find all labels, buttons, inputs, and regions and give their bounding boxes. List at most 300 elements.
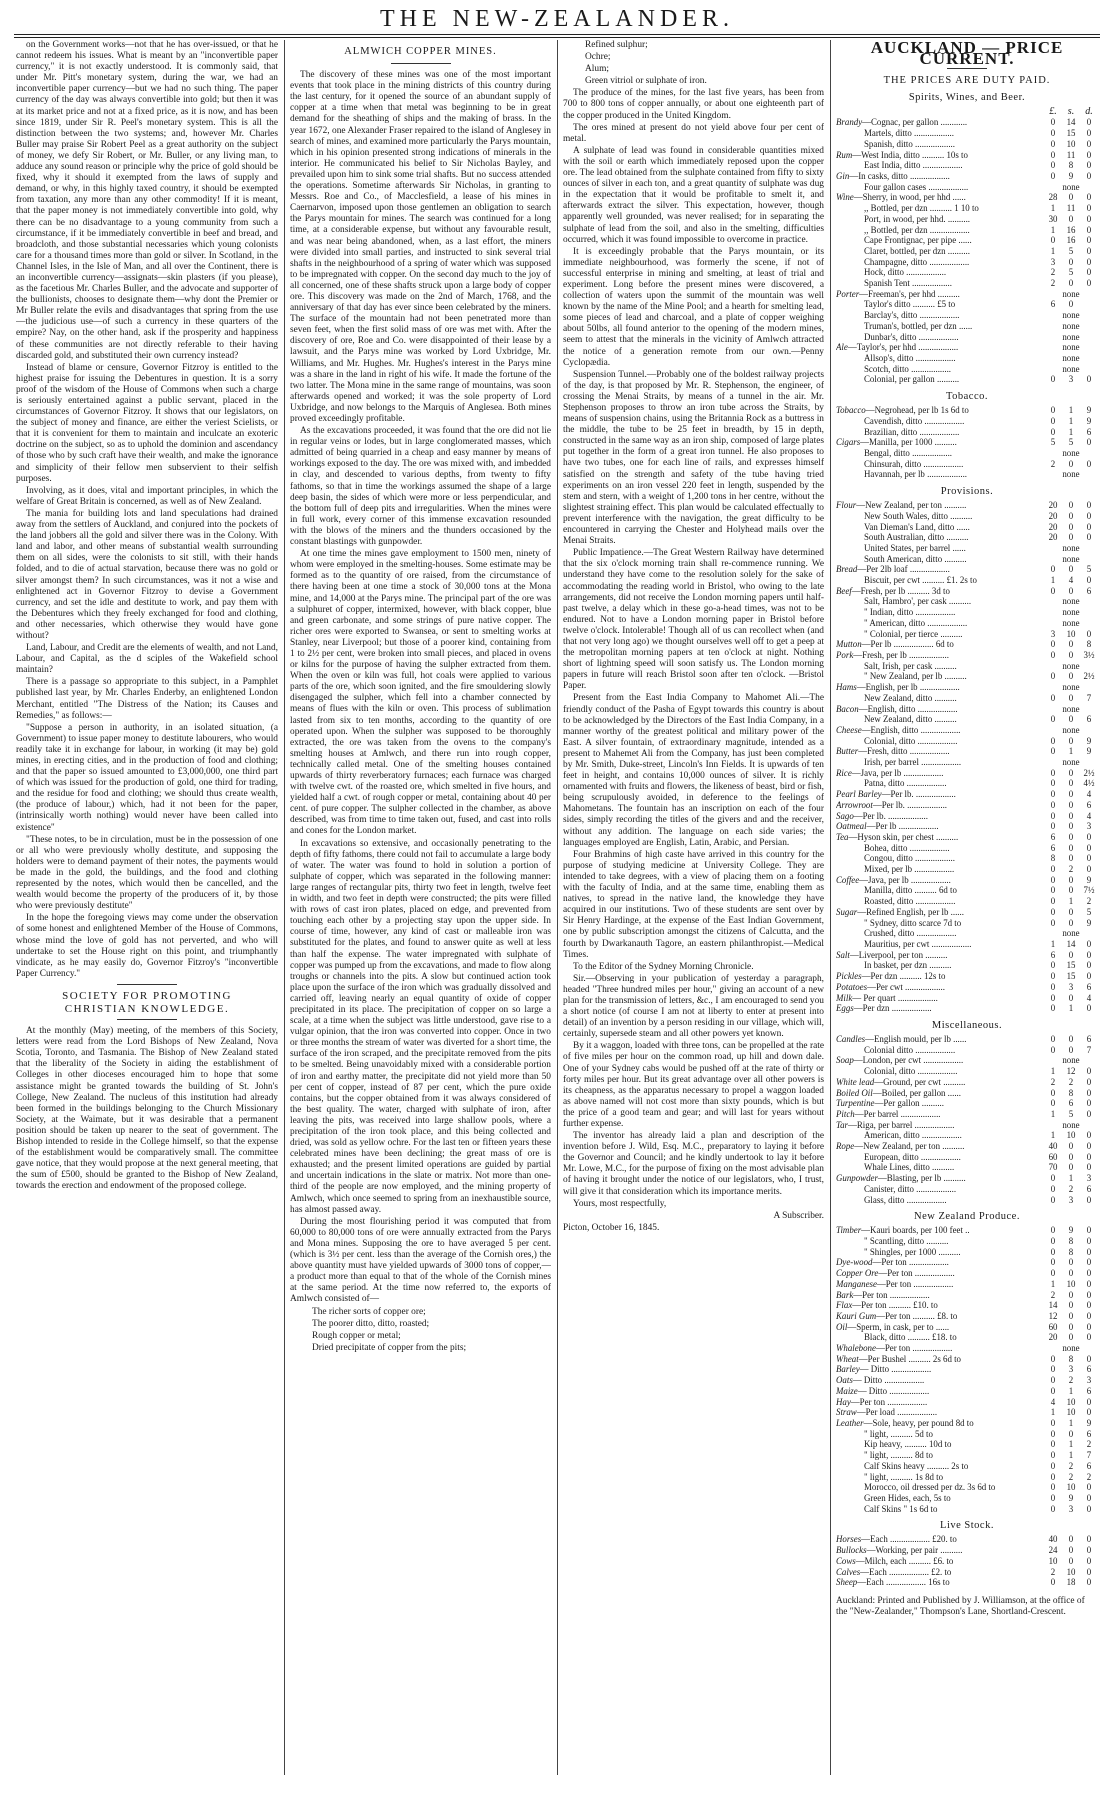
price-shillings: 11 [1066, 149, 1076, 160]
price-shillings: 3 [1068, 1194, 1074, 1205]
price-row [836, 278, 1098, 289]
price-pounds: 0 [1050, 1428, 1056, 1439]
price-pounds: 0 [1050, 1098, 1056, 1109]
paragraph: By it a waggon, loaded with three tons, can be propelled at the rate of five miles per hour on the common road, up hill and down dale. One of your Sydney cabs would be pushed off at the rate of thirty or forty miles per hour. But its great advantage over all other powers is its cheapness, as the apparatus necessary to propel a waggon loaded as above named will not cost more than sixty pounds, which is but the price of a good team and gear; and will last for years without further expense. [563, 1041, 824, 1129]
price-shillings: 0 [1068, 917, 1074, 928]
price-row [836, 586, 1098, 597]
price-pounds: 6 [1050, 299, 1056, 310]
price-item [836, 1311, 1044, 1322]
price-item [836, 907, 1044, 918]
price-item [836, 448, 1044, 459]
price-pence: 0 [1086, 138, 1092, 149]
price-pence: 0 [1086, 1076, 1092, 1087]
price-item [836, 1397, 1044, 1408]
price-item [836, 469, 1044, 480]
price-current-title: AUCKLAND — PRICE CURRENT. [870, 40, 1064, 69]
price-shillings: 9 [1068, 1492, 1074, 1503]
price-row [836, 896, 1098, 907]
price-item [836, 960, 1044, 971]
price-description: Barclay's, ditto .................. [864, 310, 960, 321]
price-none: none [1062, 469, 1080, 480]
price-description: —New Zealand, per ton .......... [854, 1141, 965, 1152]
price-row [836, 160, 1098, 171]
price-item [836, 1322, 1044, 1333]
price-pence: 0 [1086, 960, 1092, 971]
price-item [836, 982, 1044, 993]
price-pounds: 1 [1050, 938, 1056, 949]
price-item [836, 1407, 1044, 1418]
price-shillings: 0 [1068, 992, 1074, 1003]
price-description: United States, per barrel ...... [864, 542, 966, 553]
price-item [836, 1279, 1044, 1290]
price-shillings: 0 [1068, 532, 1074, 543]
price-category: Pearl Barley [836, 789, 882, 800]
price-row [836, 1407, 1098, 1418]
price-section-heading: Live Stock. [940, 1520, 994, 1532]
price-pounds: 1 [1050, 203, 1056, 214]
price-row [836, 1077, 1098, 1088]
price-item [836, 1003, 1044, 1014]
price-item [836, 1450, 1044, 1461]
price-item [836, 214, 1044, 225]
price-description: —Per ton .......... £10. to [852, 1300, 938, 1311]
price-item [836, 1472, 1044, 1483]
price-row [836, 416, 1098, 427]
price-shillings: 1 [1068, 1418, 1074, 1428]
price-none: none [1062, 352, 1080, 363]
price-item [836, 182, 1044, 193]
price-description: —Per 2lb loaf .................. [857, 564, 950, 575]
price-description: —Fresh, per lb .................. [853, 650, 949, 660]
price-row [836, 1098, 1098, 1109]
price-item [836, 1386, 1044, 1397]
price-item [836, 1577, 1044, 1588]
price-shillings: 10 [1066, 1396, 1076, 1407]
price-category: Bacon [836, 703, 859, 714]
price-shillings: 1 [1068, 415, 1074, 426]
price-category: Barley [836, 1364, 860, 1375]
price-description: " Scantling, ditto .......... [864, 1236, 949, 1247]
price-pounds: 0 [1050, 1225, 1056, 1236]
price-row [836, 768, 1098, 779]
price-row [836, 192, 1098, 203]
price-item [836, 1556, 1044, 1567]
paragraph: In the hope the foregoing views may come under the observation of some honest and enlightened Member of the House of Commons, whose mind the love of gold has not perverted, and who will undertake to set the House right on this point, and triumphantly vindicate, as he may easily do, Governor Fitzroy's "inconvertible Paper Currency." [16, 913, 278, 979]
price-item [836, 1088, 1044, 1099]
price-description: —Per cwt .................. [867, 981, 945, 992]
price-pence: 2 [1086, 1471, 1092, 1482]
price-description: " light, .......... 8d to [864, 1450, 933, 1461]
price-pence: 0 [1086, 245, 1092, 256]
price-shillings: 3 [1068, 1503, 1074, 1514]
price-pence: 6 [1086, 714, 1092, 725]
price-pence: 0 [1086, 374, 1092, 385]
price-description: European, ditto .................. [864, 1151, 961, 1162]
price-none: none [1062, 542, 1080, 553]
paragraph: During the most flourishing period it was computed that from 60,000 to 80,000 tons of ore were annually extracted from the Parys and Mona mines. Supposing the ore to have averaged 5 per cent. (which is 3½ per cent. less than the average of the Cornish ores,) the above quantity must have yielded upwards of 3000 tons of copper,—a product more than equal to that of the whole of the Cornish mines at the same period. At the time now referred to, the exports of Amlwch consisted of— [290, 1216, 551, 1305]
price-row [836, 704, 1098, 715]
price-description: Colonial ditto .................. [864, 1044, 956, 1055]
price-pounds: 0 [1050, 799, 1056, 810]
price-none: none [1062, 1119, 1080, 1130]
price-item [836, 778, 1044, 789]
price-item [836, 1152, 1044, 1163]
price-category: Tea [836, 831, 849, 842]
price-pence: 0 [1086, 842, 1092, 853]
price-pounds: 0 [1050, 1385, 1056, 1396]
price-row [836, 1034, 1098, 1045]
price-pounds: 0 [1050, 128, 1056, 139]
price-description: —West India, ditto .......... 10s to [852, 149, 968, 160]
price-row [836, 650, 1098, 661]
paragraph: Involving, as it does, vital and important principles, in which the welfare of Great Britain is concerned, as well as of New Zealand. [16, 485, 278, 507]
price-pounds: 20 [1048, 521, 1058, 532]
price-description: Cape Frontignac, per pipe ...... [864, 235, 972, 246]
price-shillings: 0 [1068, 1151, 1074, 1162]
price-category: Hams [836, 682, 857, 693]
price-pence: 5 [1086, 564, 1092, 575]
price-category: Sheep [836, 1577, 858, 1588]
price-shillings: 0 [1068, 1310, 1074, 1321]
price-item [836, 543, 1044, 554]
price-pence: 0 [1086, 437, 1092, 448]
paragraph: Present from the East India Company to Mahomet Ali.—The friendly conduct of the Pasha of Egypt towards this country is about to be acknowledged by the Directors of the East India Company, in a manner worthy of the greatest political and military power of the East. A silver fountain, of extraordinary magnitude, intended as a present to Mahemet Ali from the Company, has just been completed by Mr. Smith, Duke-street, Lincoln's Inn Fields. It is upwards of ten feet in height, and contains 10,000 ounces of silver. It is richly ornamented with fruits and flowers, the likeness of beast, bird or fish, being scrupulously avoided, in deference to the feelings of Mahometans. The fountain has an inscription on each of the four sides, simply recording the titles of the givers and and the receiver, without any addition. The language on each side varies; the languages employed are English, Latin, Arabic, and Persian. [563, 693, 824, 848]
price-pounds: 0 [1050, 714, 1056, 725]
price-item [836, 1066, 1044, 1077]
price-item [836, 1504, 1044, 1515]
price-row [836, 128, 1098, 139]
price-shillings: 10 [1066, 1482, 1076, 1493]
price-shillings: 1 [1068, 1003, 1074, 1014]
price-shillings: 2 [1068, 1471, 1074, 1482]
price-row [836, 310, 1098, 321]
price-category: Tobacco [836, 405, 866, 416]
price-item [836, 1055, 1044, 1066]
price-description: ,, Bottled, per dzn .................. [864, 224, 970, 235]
price-description: —Fresh, ditto .................. [858, 746, 950, 757]
price-pounds: 0 [1050, 160, 1056, 171]
price-category: Oats [836, 1375, 853, 1386]
price-category: Bark [836, 1289, 854, 1300]
price-shillings: 0 [1068, 192, 1074, 203]
price-description: —Refined English, per lb ...... [857, 906, 964, 917]
price-pence: 9 [1086, 735, 1092, 746]
price-item [836, 1109, 1044, 1120]
price-description: Havannah, per lb .................. [864, 469, 968, 480]
price-pounds: 0 [1050, 885, 1056, 896]
price-pence: 6 [1086, 1364, 1092, 1375]
price-shillings: 1 [1068, 1173, 1074, 1184]
price-pence: 7 [1086, 1450, 1092, 1461]
price-pounds: 0 [1050, 415, 1056, 426]
price-pounds: 40 [1048, 1141, 1058, 1152]
price-category: Whalebone [836, 1343, 876, 1354]
price-pence: 0 [1086, 128, 1092, 139]
price-pounds: 4 [1050, 1396, 1056, 1407]
price-category: Flax [836, 1300, 853, 1311]
price-description: Manilla, ditto .......... 6d to [864, 885, 957, 896]
price-item [836, 427, 1044, 438]
price-row [836, 543, 1098, 554]
price-category: Boiled Oil [836, 1087, 873, 1098]
paragraph: on the Government works—not that he has over-issued, or that he cannot redeem his issues. What is meant by an "inconvertible paper currency," it is not exactly understood. It is commonly said, that under Mr. Pitt's monetary system, during the war, we had an inconvertible paper currency—but we had no such thing. The paper currency of the day was always convertible into gold; but then it was at its market price and not at a fixed price, as it is now, and has been since 1819, under Sir R. Peel's monetary system. This is all the distinction between the two systems; and, however Mr. Charles Buller may praise Sir Robert Peel as a great authority on the subject of money, we defy Sir Robert, or Mr. Buller, or any living man, to adduce any sound reason or principle why the price of gold should be fixed, why it should it exempted from the laws of supply and demand, or why, in this highly taxed country, it should be exempted from taxation, any more than any other commodity! If it is meant, that the paper money is not immediately convertible into gold, why there can be no disadvantage to a young community from such a circumstance, if it be immediately convertible in beef and bread, and broadcloth, and those substantial necessaries which young colonists care for a thousand times more than gold or silver. In Scotland, in the Channel Isles, in the Isle of Man, and all over the Continent, there is an inconvertible currency—assignats—skin plasters (if you please), as the facetious Mr. Charles Buller, and the advocate and supporter of the bullionists, chooses to designate them—why dont the Premier or Mr Buller relate the evils and disadvantages that spring from the use—the judicious use—of such a currency in these quarters of the empire? Nay, on the other hand, ask if the prosperity and happiness of these communities are not directly referable to their having discarded gold, and substituted their own currency instead? [16, 40, 278, 361]
price-pounds: 0 [1050, 1364, 1056, 1375]
price-item [836, 117, 1044, 128]
price-pounds: 0 [1050, 821, 1056, 832]
price-pounds: 2 [1050, 1566, 1056, 1577]
price-shillings: 0 [1068, 213, 1074, 224]
price-pounds: 30 [1048, 213, 1058, 224]
price-row [836, 1450, 1098, 1461]
price-pounds: 0 [1050, 1482, 1056, 1493]
price-category: Ale [836, 342, 848, 353]
price-pence: 0 [1086, 628, 1092, 639]
masthead-rule-lower [14, 37, 1100, 38]
price-row [836, 1279, 1098, 1290]
price-pence: 0 [1086, 575, 1092, 586]
price-pence: 3 [1086, 1375, 1092, 1386]
price-row [836, 778, 1098, 789]
price-item [836, 353, 1044, 364]
headline-copper-mines: ALMWICH COPPER MINES. [344, 46, 497, 57]
price-item [836, 1141, 1044, 1152]
price-pence: 0 [1086, 532, 1092, 543]
price-item [836, 128, 1044, 139]
column-divider [284, 40, 285, 1775]
price-pounds: 0 [1050, 692, 1056, 703]
price-shillings: 14 [1066, 938, 1076, 949]
price-row [836, 459, 1098, 470]
paragraph: Land, Labour, and Credit are the elements of wealth, and not Land, Labour, and Capital, as the d sciples of the Wakefield school maintain? [16, 643, 278, 676]
price-row [836, 661, 1098, 672]
price-pounds: 1 [1050, 575, 1056, 586]
price-description: — Per quart .................. [852, 992, 938, 1003]
price-pence: 0 [1086, 1407, 1092, 1418]
paragraph: It is exceedingly probable that the Parys mountain, or its immediate neighbourhood, was formerly the scene, if not of successful enterprise in mining and smelting, at least of trial and experiment. Long before the present mines were discovered, a collection of waters upon the summit of the mountain was well known by the name of the Mine Pool; and a hearth for smelting lead, some pieces of lead and charcoal, and a plate of copper weighing about 50lbs, all found anterior to the opening of the modern mines, seem to attest that the minerals in the vicinity of Amlwch attracted the notice of a generation remote from our own.—Penny Cyclopædia. [563, 246, 824, 368]
price-pence: 0 [1086, 1003, 1092, 1014]
headline-society-2: CHRISTIAN KNOWLEDGE. [64, 1002, 230, 1015]
price-pence: 2 [1086, 896, 1092, 907]
price-row [836, 1439, 1098, 1450]
price-item [836, 575, 1044, 586]
price-item [836, 1130, 1044, 1141]
price-pence: 7 [1086, 1044, 1092, 1055]
price-item [836, 875, 1044, 886]
price-item [836, 1439, 1044, 1450]
price-current [836, 40, 1098, 1780]
paragraph: Four Brahmins of high caste have arrived in this country for the purpose of studying medicine at University College. They are intended to take degrees, with a view of placing them on a footing with the faculty of India, and at the same time, enabling them as natives, to spread in the native land, the knowledge they have acquired in our institutions. Two of these students are sent over by Sir Henry Hardinge, at the expense of the East Indian Government, one by public subscription amongst the citizens of Calcutta, and the fourth by Dwarkanauth Tagore, an eastern philanthropist.—Medical Times. [563, 849, 824, 960]
price-item [836, 725, 1044, 736]
price-row [836, 1375, 1098, 1386]
price-row [836, 1534, 1098, 1545]
price-description: Port, in wood, per hhd. .......... [864, 213, 971, 224]
price-pence: 0 [1086, 1545, 1092, 1556]
price-description: —Per ton .................. [876, 1278, 954, 1289]
price-pounds: 1 [1050, 224, 1056, 235]
price-description: " Colonial, per tierce .......... [864, 628, 963, 639]
price-pence: 9 [1086, 874, 1092, 885]
price-shillings: 0 [1068, 521, 1074, 532]
price-row [836, 235, 1098, 246]
price-row [836, 1109, 1098, 1120]
price-shillings: 15 [1066, 960, 1076, 971]
price-category: Soap [836, 1055, 854, 1066]
price-description: —Each .................. £20. to [861, 1534, 957, 1545]
price-pence: 0 [1086, 1225, 1092, 1236]
price-shillings: 0 [1068, 1034, 1074, 1044]
price-pence: 4 [1086, 992, 1092, 1003]
price-category: Cheese [836, 724, 862, 735]
masthead: THE NEW-ZEALANDER. [380, 6, 734, 32]
price-pounds: 3 [1050, 628, 1056, 639]
price-pounds: 1 [1050, 245, 1056, 256]
price-pounds: 1 [1050, 1407, 1056, 1418]
price-item [836, 1354, 1044, 1365]
price-description: " Shingles, per 1000 .......... [864, 1246, 961, 1257]
price-row [836, 1343, 1098, 1354]
price-none: none [1062, 928, 1080, 939]
price-description: —Sherry, in wood, per hhd ...... [853, 192, 966, 203]
price-description: Congou, ditto .................. [864, 853, 955, 864]
price-shillings: 0 [1068, 510, 1074, 521]
price-shillings: 1 [1068, 896, 1074, 907]
price-item [836, 564, 1044, 575]
price-shillings: 0 [1068, 1257, 1074, 1268]
price-description: " light, .......... 1s 8d to [864, 1471, 944, 1482]
price-row [836, 618, 1098, 629]
price-shillings: 16 [1066, 224, 1076, 235]
price-row [836, 629, 1098, 640]
price-item [836, 885, 1044, 896]
price-shillings: 18 [1066, 1577, 1076, 1588]
price-pounds: 0 [1050, 1353, 1056, 1364]
price-description: Bohea, ditto .................. [864, 842, 950, 853]
price-item [836, 1364, 1044, 1375]
price-shillings: 0 [1068, 585, 1074, 596]
price-description: —Each .................. 16s to [857, 1577, 950, 1588]
price-item [836, 522, 1044, 533]
price-section-heading: Spirits, Wines, and Beer. [908, 92, 1026, 104]
price-item [836, 374, 1044, 385]
price-item [836, 1375, 1044, 1386]
price-item [836, 299, 1044, 310]
price-row [836, 246, 1098, 257]
paragraph: "Suppose a person in authority, in an isolated situation, (a Government) to issue paper money to destitute labourers, who would readily take it in exchange for labour, in working (it may be) gold mines, in erecting cities, and in the production of food and clothing; and that the paper so issued amounted to £3,000,000, one third part of which was issued for the production of gold, one third for trading, and the residue for food and clothing; we should thus create wealth, (the produce of labour,) which, had it not been for the paper, (intrinsically worth nothing) would never have been called into existence" [16, 722, 278, 833]
price-item [836, 1077, 1044, 1088]
price-category: Turpentine [836, 1098, 875, 1109]
price-pence: 7 [1086, 692, 1092, 703]
price-item [836, 693, 1044, 704]
letter-dateline: Picton, October 16, 1845. [563, 1222, 660, 1233]
price-item [836, 939, 1044, 950]
price-pence: 0 [1086, 853, 1092, 864]
price-description: —Each .................. £2. to [860, 1566, 952, 1577]
price-item [836, 1418, 1044, 1429]
price-row [836, 374, 1098, 385]
price-shillings: 8 [1068, 160, 1074, 171]
price-shillings: 0 [1068, 1534, 1074, 1545]
paragraph: The inventor has already laid a plan and description of the invention before J. Wild, Esq. M.C., preparatory to laying it before the Governor and Council; and he kindly undertook to lay it before Mr. Lowe, M.C., for the purpose of fixing on the most advisable plan of having it brought under the notice of our legislators, who, I trust, will give it that consideration which its importance merits. [563, 1131, 824, 1197]
paragraph: Rough copper or metal; [312, 1330, 401, 1341]
price-shillings: 0 [1068, 1141, 1074, 1152]
price-shillings: 16 [1066, 235, 1076, 246]
price-row [836, 1567, 1098, 1578]
price-description: —Blasting, per lb .......... [877, 1173, 966, 1184]
paragraph: The richer sorts of copper ore; [312, 1306, 426, 1317]
price-pence: 2½ [1083, 767, 1095, 778]
price-item [836, 203, 1044, 214]
price-item [836, 246, 1044, 257]
price-row [836, 564, 1098, 575]
price-row [836, 1386, 1098, 1397]
price-item [836, 192, 1044, 203]
price-description: South Australian, ditto .......... [864, 532, 969, 543]
price-description: Calf Skins heavy .......... 2s to [864, 1460, 969, 1471]
price-shillings: 0 [1068, 256, 1074, 267]
price-row [836, 907, 1098, 918]
price-pence: 2 [1086, 1439, 1092, 1450]
price-shillings: 2 [1068, 1375, 1074, 1386]
paragraph: Yours, most respectfully, [573, 1198, 667, 1209]
price-item [836, 821, 1044, 832]
price-none: none [1062, 342, 1080, 353]
price-pence: 0 [1086, 1268, 1092, 1279]
price-none: none [1062, 553, 1080, 564]
price-shillings: 0 [1068, 1268, 1074, 1279]
price-row [836, 289, 1098, 300]
price-description: Colonial, ditto .................. [864, 735, 958, 746]
paragraph: Dried precipitate of copper from the pits; [312, 1342, 467, 1353]
price-pounds: 0 [1050, 138, 1056, 149]
paragraph: Alum; [585, 64, 609, 75]
price-category: Rope [836, 1141, 855, 1152]
letter-signature: A Subscriber. [773, 1210, 824, 1221]
price-item [836, 1482, 1044, 1493]
price-description: South American, ditto .......... [864, 553, 967, 564]
price-description: —Per ton .................. [878, 1268, 955, 1279]
price-pounds: 0 [1050, 1471, 1056, 1482]
price-item [836, 500, 1044, 511]
price-category: Brandy [836, 117, 863, 128]
price-row [836, 918, 1098, 929]
price-row [836, 1504, 1098, 1515]
price-shillings: 14 [1066, 117, 1076, 128]
price-pence: 0 [1086, 864, 1092, 875]
price-pounds: 3 [1050, 256, 1056, 267]
price-shillings: 0 [1068, 299, 1074, 310]
price-description: —Ground, per cwt .......... [874, 1076, 966, 1087]
price-item [836, 1300, 1044, 1311]
price-row [836, 1055, 1098, 1066]
price-item [836, 364, 1044, 375]
column-3 [563, 40, 824, 1780]
price-category: Pork [836, 650, 854, 660]
price-none: none [1062, 607, 1080, 618]
price-description: Mixed, per lb .................. [864, 864, 955, 875]
price-shillings: 1 [1068, 405, 1074, 416]
price-item [836, 682, 1044, 693]
price-pence: 6 [1086, 981, 1092, 992]
price-item [836, 278, 1044, 289]
price-category: Timber [836, 1225, 862, 1236]
price-none: none [1062, 320, 1080, 331]
price-description: —Hyson skin, per chest .......... [848, 831, 959, 842]
price-row [836, 1162, 1098, 1173]
price-row [836, 1066, 1098, 1077]
price-shillings: 1 [1068, 746, 1074, 757]
price-description: " light, .......... 5d to [864, 1428, 933, 1439]
price-category: Cows [836, 1555, 856, 1566]
